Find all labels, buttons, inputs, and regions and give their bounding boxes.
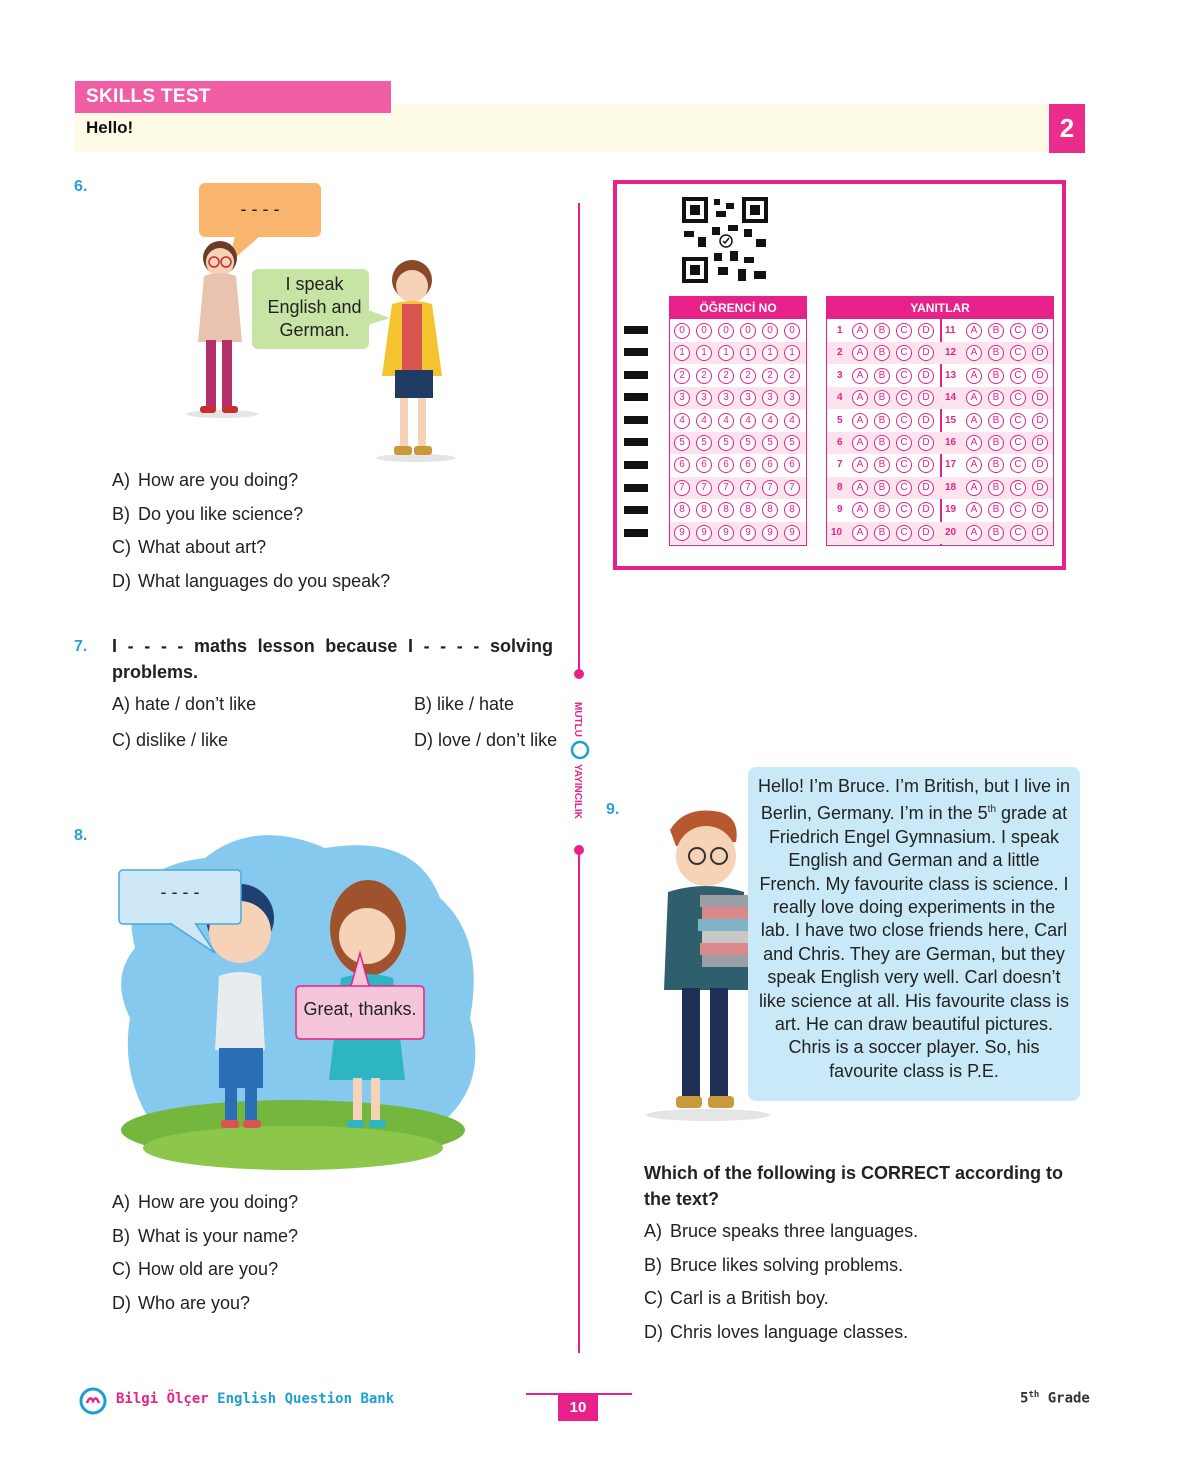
answer-choice-bubble[interactable]: D [1032,323,1048,339]
answer-choice-bubble[interactable]: A [966,457,982,473]
student-digit-bubble[interactable]: 4 [762,413,778,429]
answer-choice-bubble[interactable]: C [896,390,912,406]
answer-row-number: 14 [945,392,957,404]
answer-choice-bubble[interactable]: A [852,413,868,429]
answers-title: YANITLAR [827,297,1053,319]
answer-choice-bubble[interactable]: D [1032,413,1048,429]
student-number-panel [669,296,807,546]
answer-choice-bubble[interactable]: B [874,525,890,541]
answer-choice-bubble[interactable]: A [852,345,868,361]
answer-row-number: 6 [837,437,843,448]
answer-row-number: 10 [831,526,843,538]
student-digit-bubble[interactable]: 0 [740,323,756,339]
q6-option-c[interactable]: C) What about art? [112,537,267,557]
answer-choice-bubble[interactable]: D [918,368,934,384]
student-digit-bubble[interactable]: 2 [674,368,690,384]
student-digit-bubble[interactable]: 4 [784,413,800,429]
student-digit-bubble[interactable]: 7 [784,480,800,496]
student-digit-bubble[interactable]: 1 [740,345,756,361]
student-digit-bubble[interactable]: 1 [718,345,734,361]
publisher-vertical-logo [563,690,595,830]
answer-choice-bubble[interactable]: C [896,502,912,518]
answer-row-number: 8 [837,481,843,493]
answer-choice-bubble[interactable]: D [1032,435,1048,451]
answer-row-number: 15 [945,414,957,426]
answer-choice-bubble[interactable]: D [918,457,934,473]
answer-choice-bubble[interactable]: D [1032,457,1048,473]
student-digit-bubble[interactable]: 6 [784,457,800,473]
student-digit-bubble[interactable]: 1 [762,345,778,361]
answer-choice-bubble[interactable]: A [852,390,868,406]
answer-choice-bubble[interactable]: D [918,525,934,541]
q8-right-bubble-text: Great, thanks. [303,999,417,1019]
answer-choice-bubble[interactable]: B [988,345,1004,361]
answer-choice-bubble[interactable]: B [874,480,890,496]
student-digit-bubble[interactable]: 9 [696,525,712,541]
books-icon [700,895,750,907]
student-digit-bubble[interactable]: 3 [740,390,756,406]
answer-choice-bubble[interactable]: D [918,323,934,339]
student-digit-bubble[interactable]: 9 [784,525,800,541]
answer-choice-bubble[interactable]: B [874,323,890,339]
page-number: 10 [558,1395,598,1421]
student-digit-bubble[interactable]: 6 [718,457,734,473]
student-digit-bubble[interactable]: 0 [762,323,778,339]
answer-choice-bubble[interactable]: D [918,345,934,361]
answer-row-number: 17 [945,459,957,471]
question-number: 8. [74,827,88,844]
answer-row-number: 1 [837,325,843,336]
answers-panel [826,296,1054,546]
student-digit-bubble[interactable]: 5 [762,435,778,451]
answer-row-number: 11 [945,325,956,336]
answer-choice-bubble[interactable]: A [966,480,982,496]
answer-choice-bubble[interactable]: C [1010,435,1026,451]
answer-row-number: 2 [837,347,843,359]
q6-right-bubble-text: I speak English and German. [267,274,362,340]
student-digit-bubble[interactable]: 4 [718,413,734,429]
answer-choice-bubble[interactable]: D [918,390,934,406]
answer-choice-bubble[interactable]: B [988,413,1004,429]
answer-choice-bubble[interactable]: B [874,413,890,429]
student-digit-bubble[interactable]: 9 [740,525,756,541]
student-digit-bubble[interactable]: 8 [718,502,734,518]
footer-brand: Bilgi Ölçer English Question Bank [116,1391,395,1407]
q6-option-b[interactable]: B) Do you like science? [112,504,304,524]
answer-choice-bubble[interactable]: B [874,368,890,384]
answer-choice-bubble[interactable]: B [988,368,1004,384]
boy-shirt [215,972,265,1050]
reading-passage [748,767,1080,1101]
timing-mark [624,461,648,469]
girl-face [206,248,234,276]
answer-choice-bubble[interactable]: B [874,345,890,361]
student-digit-bubble[interactable]: 8 [762,502,778,518]
column-divider-bottom [578,853,580,1353]
answer-choice-bubble[interactable]: B [988,323,1004,339]
answer-choice-bubble[interactable]: A [852,525,868,541]
answer-choice-bubble[interactable]: A [966,323,982,339]
answer-row-number: 13 [945,369,957,381]
student-digit-bubble[interactable]: 2 [784,368,800,384]
answer-row-number: 5 [837,414,843,426]
student-digit-bubble[interactable]: 7 [696,480,712,496]
student-digit-bubble[interactable]: 6 [674,457,690,473]
student-digit-bubble[interactable]: 7 [718,480,734,496]
answer-row-number: 18 [945,481,957,493]
student-number-title: ÖĞRENCİ NO [670,297,806,319]
student-digit-bubble[interactable]: 9 [674,525,690,541]
q9-option-d[interactable]: D) Chris loves language classes. [644,1322,909,1342]
student-digit-bubble[interactable]: 5 [740,435,756,451]
q9-stem: Which of the following is CORRECT according to the text? [644,1163,1063,1209]
answer-choice-bubble[interactable]: C [896,323,912,339]
test-subtitle: Hello! [86,118,134,137]
q7-option-c[interactable]: C) dislike / like [112,730,229,750]
answer-choice-bubble[interactable]: A [852,323,868,339]
answer-row-number: 4 [837,392,843,404]
student-digit-bubble[interactable]: 7 [740,480,756,496]
student-digit-bubble[interactable]: 4 [740,413,756,429]
student-digit-bubble[interactable]: 2 [718,368,734,384]
answer-choice-bubble[interactable]: D [918,435,934,451]
answer-row-number: 12 [945,347,957,359]
timing-mark [624,348,648,356]
answer-choice-bubble[interactable]: D [1032,368,1048,384]
girl-face [396,270,428,302]
question-number: 6. [74,178,88,195]
timing-mark [624,416,648,424]
q9-option-a[interactable]: A) Bruce speaks three languages. [644,1221,919,1241]
answer-choice-bubble[interactable]: B [988,480,1004,496]
answer-choice-bubble[interactable]: D [1032,525,1048,541]
student-digit-bubble[interactable]: 8 [674,502,690,518]
answer-choice-bubble[interactable]: B [874,457,890,473]
answer-choice-bubble[interactable]: A [966,435,982,451]
answer-choice-bubble[interactable]: B [988,435,1004,451]
test-number-badge: 2 [1049,104,1085,153]
student-digit-bubble[interactable]: 9 [762,525,778,541]
answer-choice-bubble[interactable]: C [896,413,912,429]
answer-row-number: 19 [945,504,957,516]
answer-choice-bubble[interactable]: B [874,435,890,451]
answer-choice-bubble[interactable]: A [966,345,982,361]
answer-choice-bubble[interactable]: C [896,345,912,361]
student-digit-bubble[interactable]: 5 [784,435,800,451]
answer-choice-bubble[interactable]: D [918,413,934,429]
answer-row-number: 7 [837,459,843,471]
student-digit-bubble[interactable]: 1 [696,345,712,361]
student-digit-bubble[interactable]: 2 [740,368,756,384]
student-digit-bubble[interactable]: 0 [696,323,712,339]
timing-mark [624,371,648,379]
q9-option-c[interactable]: C) Carl is a British boy. [644,1288,829,1308]
passage-text-part-1: Hello! I’m Bruce. I’m British, but I live in Berlin, Germany. I’m in the 5 [757,776,1071,824]
answer-choice-bubble[interactable]: B [874,502,890,518]
answer-choice-bubble[interactable]: B [874,390,890,406]
answer-choice-bubble[interactable]: C [896,525,912,541]
answer-choice-bubble[interactable]: C [1010,390,1026,406]
answer-choice-bubble[interactable]: C [896,457,912,473]
student-digit-bubble[interactable]: 1 [674,345,690,361]
answer-choice-bubble[interactable]: C [1010,368,1026,384]
q8-option-d[interactable]: D) Who are you? [112,1293,251,1313]
answer-choice-bubble[interactable]: A [966,368,982,384]
student-digit-bubble[interactable]: 8 [740,502,756,518]
timing-mark [624,393,648,401]
answer-row-number: 16 [945,437,957,448]
girl-sweater [198,273,242,342]
answer-choice-bubble[interactable]: B [988,390,1004,406]
student-digit-bubble[interactable]: 6 [762,457,778,473]
answer-choice-bubble[interactable]: B [988,457,1004,473]
timing-mark [624,529,648,537]
student-digit-bubble[interactable]: 3 [696,390,712,406]
answer-row-number: 20 [945,526,957,538]
student-digit-bubble[interactable]: 4 [674,413,690,429]
q6-option-a[interactable]: A) How are you doing? [112,470,299,490]
student-digit-bubble[interactable]: 1 [784,345,800,361]
question-number: 9. [606,801,620,818]
q6-left-bubble-text: - - - - [240,199,280,219]
student-digit-bubble[interactable]: 6 [740,457,756,473]
student-digit-bubble[interactable]: 8 [784,502,800,518]
answer-choice-bubble[interactable]: D [1032,480,1048,496]
girl-face [339,908,395,964]
publisher-word-2: YAYINCILIK [572,764,583,819]
divider-dot [574,669,584,679]
q8-left-bubble-text: - - - - [160,882,200,902]
answer-choice-bubble[interactable]: D [918,502,934,518]
answer-choice-bubble[interactable]: A [852,368,868,384]
student-digit-bubble[interactable]: 0 [674,323,690,339]
publisher-logo-icon [572,742,588,758]
student-digit-bubble[interactable]: 6 [696,457,712,473]
answer-choice-bubble[interactable]: C [896,435,912,451]
student-digit-bubble[interactable]: 3 [784,390,800,406]
q7-option-b[interactable]: B) like / hate [414,694,515,714]
student-digit-bubble[interactable]: 4 [696,413,712,429]
student-digit-bubble[interactable]: 3 [762,390,778,406]
answer-choice-bubble[interactable]: C [896,368,912,384]
answer-choice-bubble[interactable]: A [852,502,868,518]
student-digit-bubble[interactable]: 3 [674,390,690,406]
student-digit-bubble[interactable]: 9 [718,525,734,541]
answer-choice-bubble[interactable]: A [966,413,982,429]
answer-choice-bubble[interactable]: D [1032,502,1048,518]
passage-superscript: th [987,804,997,816]
passage-text-part-2: grade at Friedrich Engel Gymnasium. I speak English and German and a little French. My favourite class is science. I really love doing experiments in the lab. I have two close friends here, Carl and Chris. They are German, but they speak English very well. Carl doesn’t like science at all. His favourite class is art. He can draw beautiful pictures. Chris is a soccer player. So, his favourite class is P.E. [758,803,1070,1081]
answer-choice-bubble[interactable]: A [966,502,982,518]
student-digit-bubble[interactable]: 7 [674,480,690,496]
answer-choice-bubble[interactable]: B [988,502,1004,518]
answer-choice-bubble[interactable]: C [896,480,912,496]
timing-mark [624,326,648,334]
answer-choice-bubble[interactable]: C [1010,457,1026,473]
publisher-logo-icon [78,1386,108,1416]
q6-option-d[interactable]: D) What languages do you speak? [112,571,391,591]
footer-grade: 5th Grade [1020,1390,1090,1407]
student-digit-bubble[interactable]: 8 [696,502,712,518]
answer-choice-bubble[interactable]: A [852,435,868,451]
column-divider-top [578,203,580,673]
q7-option-d[interactable]: D) love / don’t like [414,730,558,750]
answer-choice-bubble[interactable]: D [1032,345,1048,361]
question-number: 7. [74,638,88,655]
q8-option-c[interactable]: C) How old are you? [112,1259,279,1279]
student-digit-bubble[interactable]: 5 [696,435,712,451]
q9-option-b[interactable]: B) Bruce likes solving problems. [644,1255,904,1275]
answer-choice-bubble[interactable]: A [852,457,868,473]
student-digit-bubble[interactable]: 0 [718,323,734,339]
answer-row-number: 3 [837,369,843,381]
answer-choice-bubble[interactable]: C [1010,502,1026,518]
answer-choice-bubble[interactable]: C [1010,413,1026,429]
student-digit-bubble[interactable]: 0 [784,323,800,339]
q7-stem: I - - - - maths lesson because I - - - - solving problems. [112,636,553,682]
publisher-word-1: MUTLU [572,702,583,737]
student-digit-bubble[interactable]: 5 [718,435,734,451]
answer-choice-bubble[interactable]: D [1032,390,1048,406]
answer-choice-bubble[interactable]: C [1010,480,1026,496]
answer-choice-bubble[interactable]: C [1010,525,1026,541]
timing-mark [624,506,648,514]
q8-option-b[interactable]: B) What is your name? [112,1226,299,1246]
student-digit-bubble[interactable]: 2 [696,368,712,384]
answer-choice-bubble[interactable]: A [852,480,868,496]
answer-choice-bubble[interactable]: A [966,390,982,406]
answer-choice-bubble[interactable]: D [918,480,934,496]
section-tag: SKILLS TEST [75,81,391,113]
answer-choice-bubble[interactable]: C [1010,345,1026,361]
timing-mark [624,484,648,492]
answer-choice-bubble[interactable]: A [966,525,982,541]
q7-option-a[interactable]: A) hate / don’t like [112,694,257,714]
timing-mark [624,438,648,446]
answer-choice-bubble[interactable]: C [1010,323,1026,339]
qr-code-icon [682,197,768,283]
student-digit-bubble[interactable]: 3 [718,390,734,406]
answer-row-number: 9 [837,504,843,516]
student-digit-bubble[interactable]: 2 [762,368,778,384]
answer-choice-bubble[interactable]: B [988,525,1004,541]
student-digit-bubble[interactable]: 7 [762,480,778,496]
student-digit-bubble[interactable]: 5 [674,435,690,451]
q8-option-a[interactable]: A) How are you doing? [112,1192,299,1212]
